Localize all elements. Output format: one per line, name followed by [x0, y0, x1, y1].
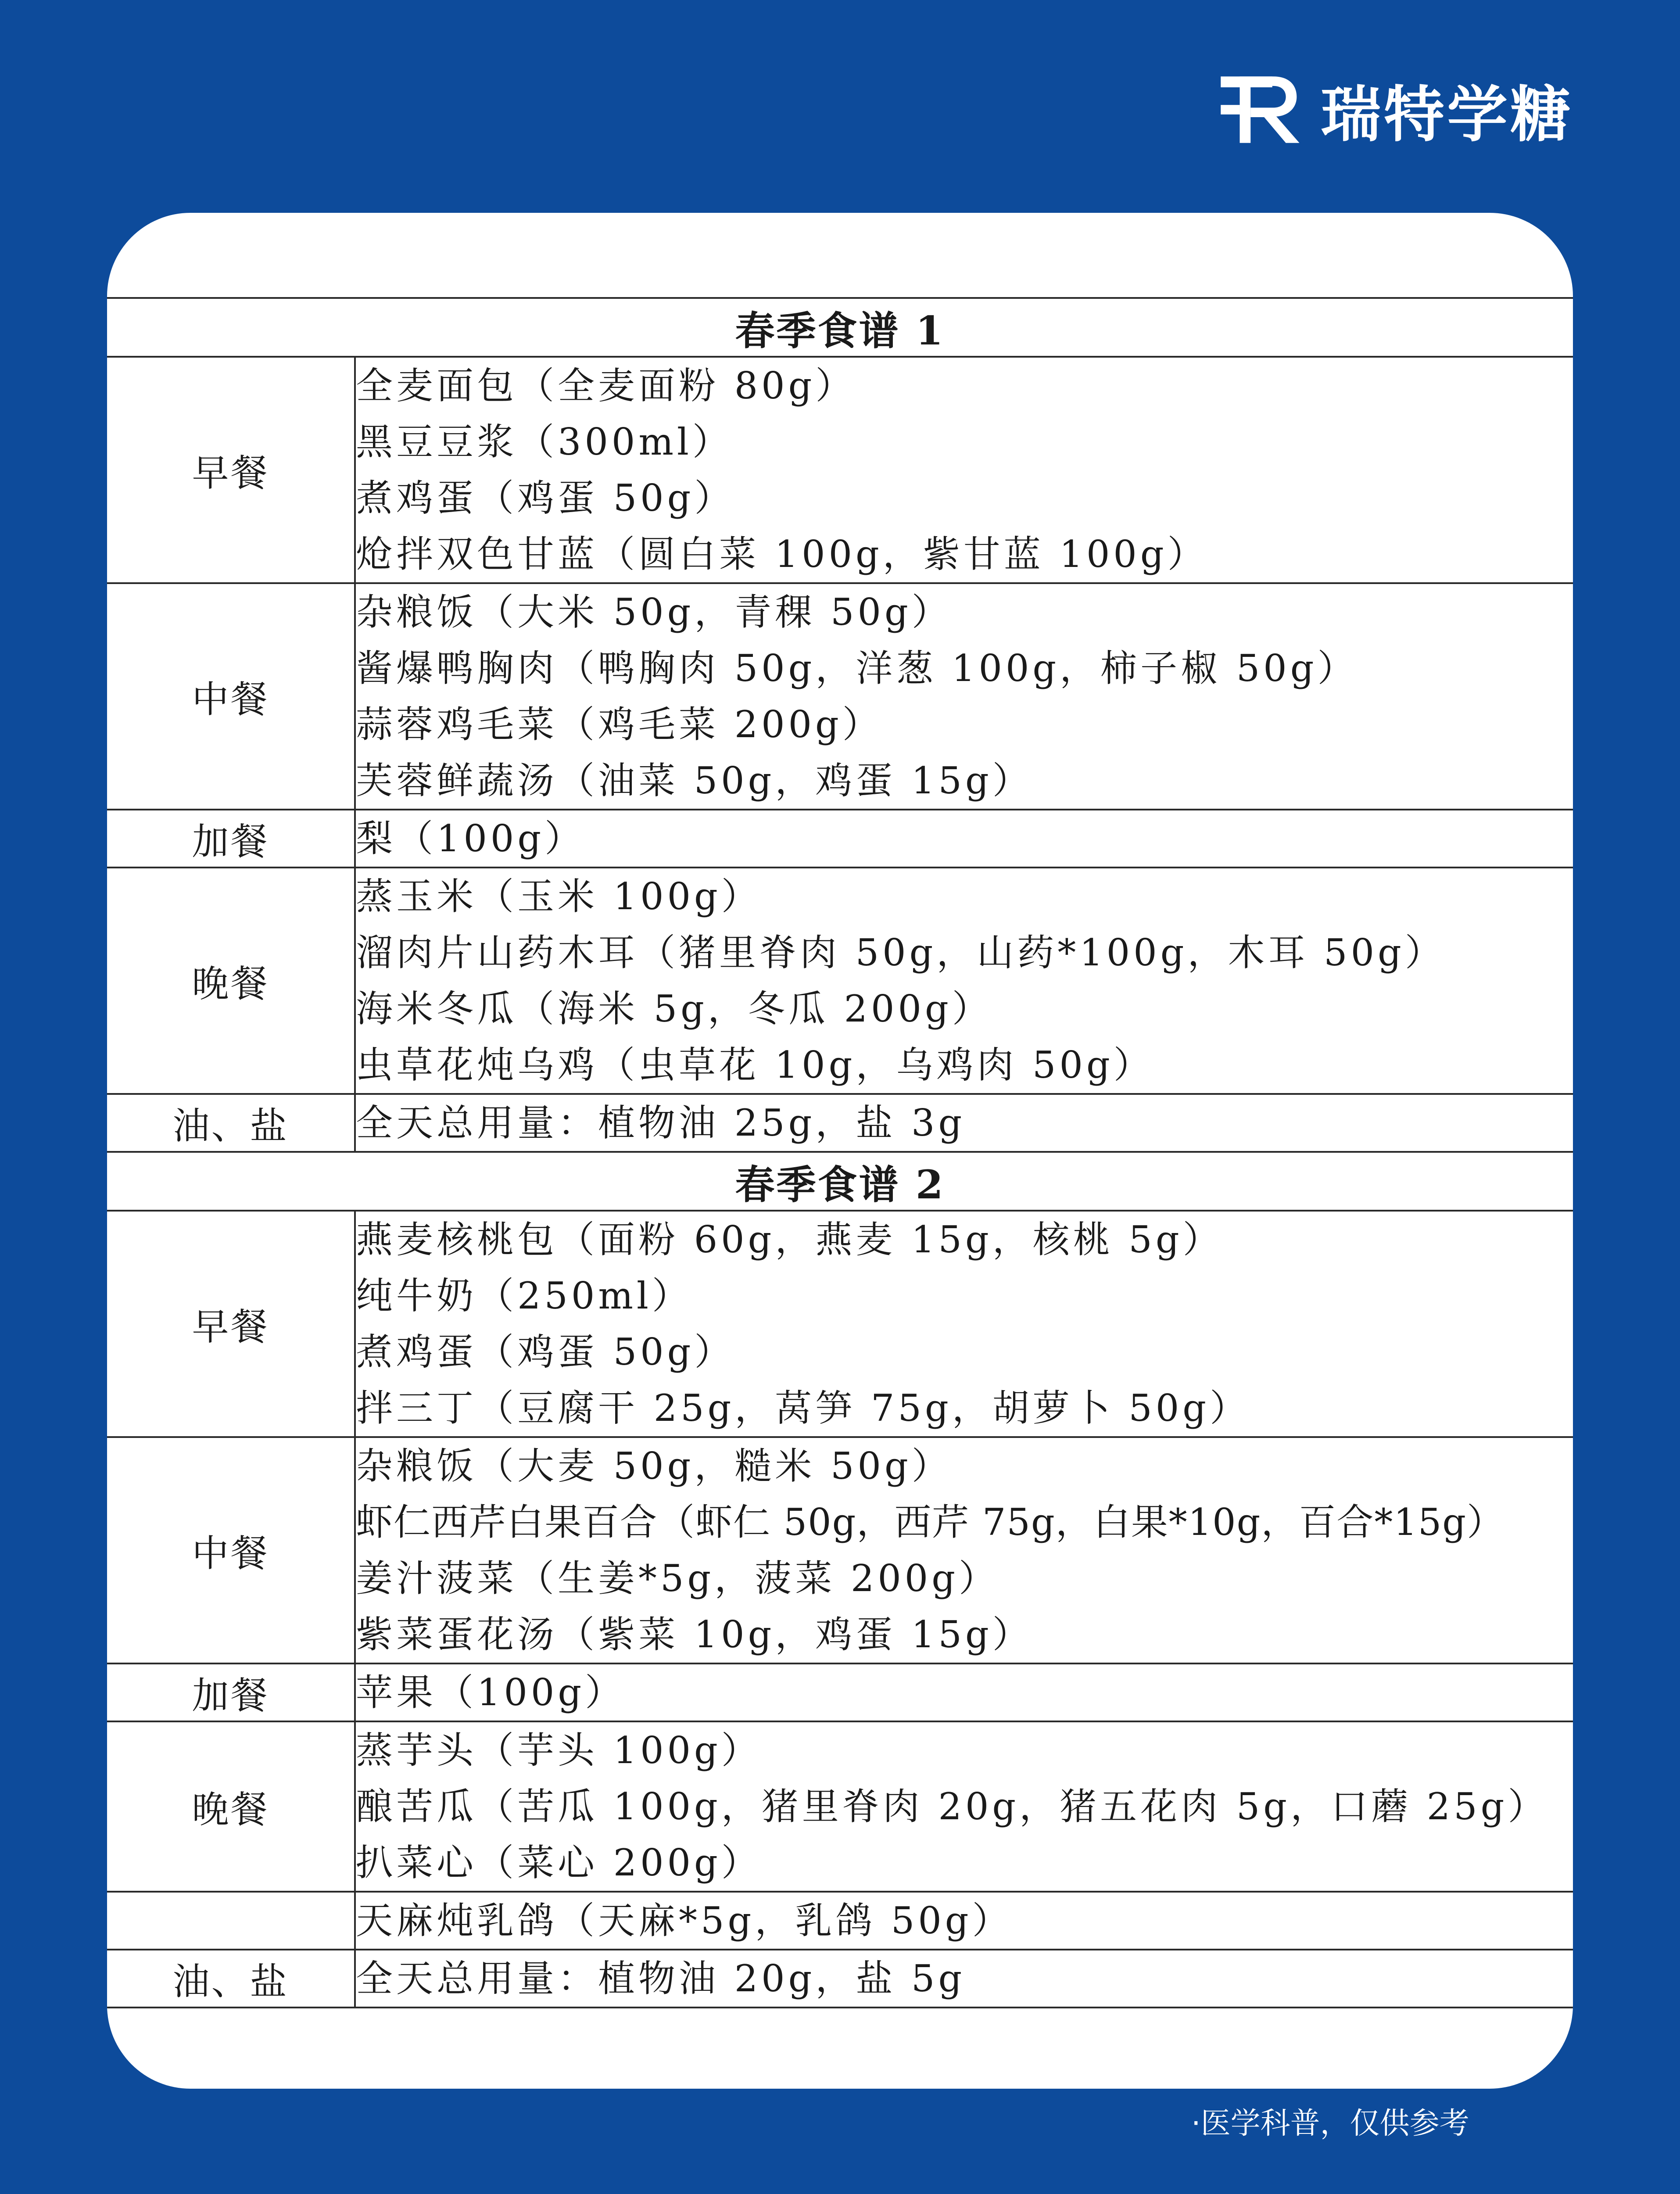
dish-item: 溜肉片山药木耳（猪里脊肉 50g，山药*100g，木耳 50g） — [356, 931, 1445, 974]
meal-name: 早餐 — [107, 357, 355, 583]
tr-monogram-icon — [1220, 72, 1303, 147]
dish-item: 黑豆豆浆（300ml） — [356, 420, 733, 463]
meal-row — [107, 1721, 1573, 1892]
meal-name: 油、盐 — [107, 1950, 355, 2008]
meal-items — [355, 357, 1573, 583]
meal-row — [107, 357, 1573, 583]
dish-item: 炝拌双色甘蓝（圆白菜 100g，紫甘蓝 100g） — [356, 533, 1208, 576]
dish-item: 燕麦核桃包（面粉 60g，燕麦 15g，核桃 5g） — [356, 1218, 1223, 1261]
meal-items — [355, 1663, 1573, 1721]
meal-name: 中餐 — [107, 583, 355, 810]
meal-row — [107, 1437, 1573, 1663]
meal-name — [107, 1892, 355, 1950]
meal-row — [107, 1950, 1573, 2008]
dish-item: 杂粮饭（大麦 50g，糙米 50g） — [356, 1445, 952, 1488]
dish-item: 纯牛奶（250ml） — [356, 1274, 692, 1317]
menu-title: 春季食谱 2 — [107, 1152, 1573, 1211]
dish-item: 拌三丁（豆腐干 25g，莴笋 75g，胡萝卜 50g） — [356, 1387, 1250, 1430]
meal-items — [355, 868, 1573, 1094]
meal-items — [355, 1721, 1573, 1892]
dish-item: 煮鸡蛋（鸡蛋 50g） — [356, 477, 735, 520]
meal-name: 晚餐 — [107, 1721, 355, 1892]
dish-item: 酿苦瓜（苦瓜 100g，猪里脊肉 20g，猪五花肉 5g，口蘑 25g） — [356, 1785, 1548, 1828]
dish-item: 全天总用量：植物油 25g，盐 3g — [356, 1101, 966, 1144]
dish-item: 虫草花炖乌鸡（虫草花 10g，乌鸡肉 50g） — [356, 1043, 1154, 1086]
brand-name: 瑞特学糖 — [1321, 79, 1574, 150]
meal-items — [355, 1950, 1573, 2008]
menu-card — [107, 213, 1573, 2089]
dish-item: 梨（100g） — [356, 817, 585, 860]
meal-row — [107, 1892, 1573, 1950]
meal-row — [107, 810, 1573, 868]
menu-title: 春季食谱 1 — [107, 298, 1573, 357]
meal-name: 加餐 — [107, 810, 355, 868]
meal-row — [107, 1663, 1573, 1721]
dish-item: 扒菜心（菜心 200g） — [356, 1841, 762, 1884]
dish-item: 海米冬瓜（海米 5g，冬瓜 200g） — [356, 987, 992, 1030]
dish-item: 蒸玉米（玉米 100g） — [356, 875, 762, 918]
dish-item: 姜汁菠菜（生姜*5g，菠菜 200g） — [356, 1557, 999, 1600]
dish-item: 紫菜蛋花汤（紫菜 10g，鸡蛋 15g） — [356, 1613, 1033, 1656]
meal-items — [355, 583, 1573, 810]
meal-items — [355, 810, 1573, 868]
dish-item: 杂粮饭（大米 50g，青稞 50g） — [356, 591, 952, 634]
dish-item: 酱爆鸭胸肉（鸭胸肉 50g，洋葱 100g，柿子椒 50g） — [356, 647, 1358, 690]
meal-name: 加餐 — [107, 1663, 355, 1721]
meal-name: 中餐 — [107, 1437, 355, 1663]
disclaimer-footnote: ·医学科普，仅供参考 — [1191, 2106, 1469, 2141]
dish-item: 全麦面包（全麦面粉 80g） — [356, 364, 856, 407]
meal-items — [355, 1437, 1573, 1663]
meal-row — [107, 868, 1573, 1094]
meal-name: 油、盐 — [107, 1094, 355, 1152]
meal-items — [355, 1892, 1573, 1950]
meal-items — [355, 1094, 1573, 1152]
spring-menu-table — [107, 297, 1573, 2008]
dish-item: 蒸芋头（芋头 100g） — [356, 1729, 762, 1772]
meal-name: 早餐 — [107, 1211, 355, 1437]
dish-item: 芙蓉鲜蔬汤（油菜 50g，鸡蛋 15g） — [356, 759, 1033, 802]
brand-logo — [1220, 66, 1573, 154]
menu-title-row — [107, 298, 1573, 357]
meal-row — [107, 1094, 1573, 1152]
meal-name: 晚餐 — [107, 868, 355, 1094]
dish-item: 煮鸡蛋（鸡蛋 50g） — [356, 1330, 735, 1373]
dish-item: 蒜蓉鸡毛菜（鸡毛菜 200g） — [356, 703, 883, 746]
meal-items — [355, 1211, 1573, 1437]
menu-title-row — [107, 1152, 1573, 1211]
meal-row — [107, 583, 1573, 810]
dish-item: 天麻炖乳鸽（天麻*5g，乳鸽 50g） — [356, 1899, 1013, 1942]
meal-row — [107, 1211, 1573, 1437]
dish-item: 虾仁西芹白果百合（虾仁 50g，西芹 75g，白果*10g，百合*15g） — [356, 1501, 1505, 1544]
dish-item: 全天总用量：植物油 20g，盐 5g — [356, 1957, 966, 2000]
dish-item: 苹果（100g） — [356, 1671, 626, 1714]
